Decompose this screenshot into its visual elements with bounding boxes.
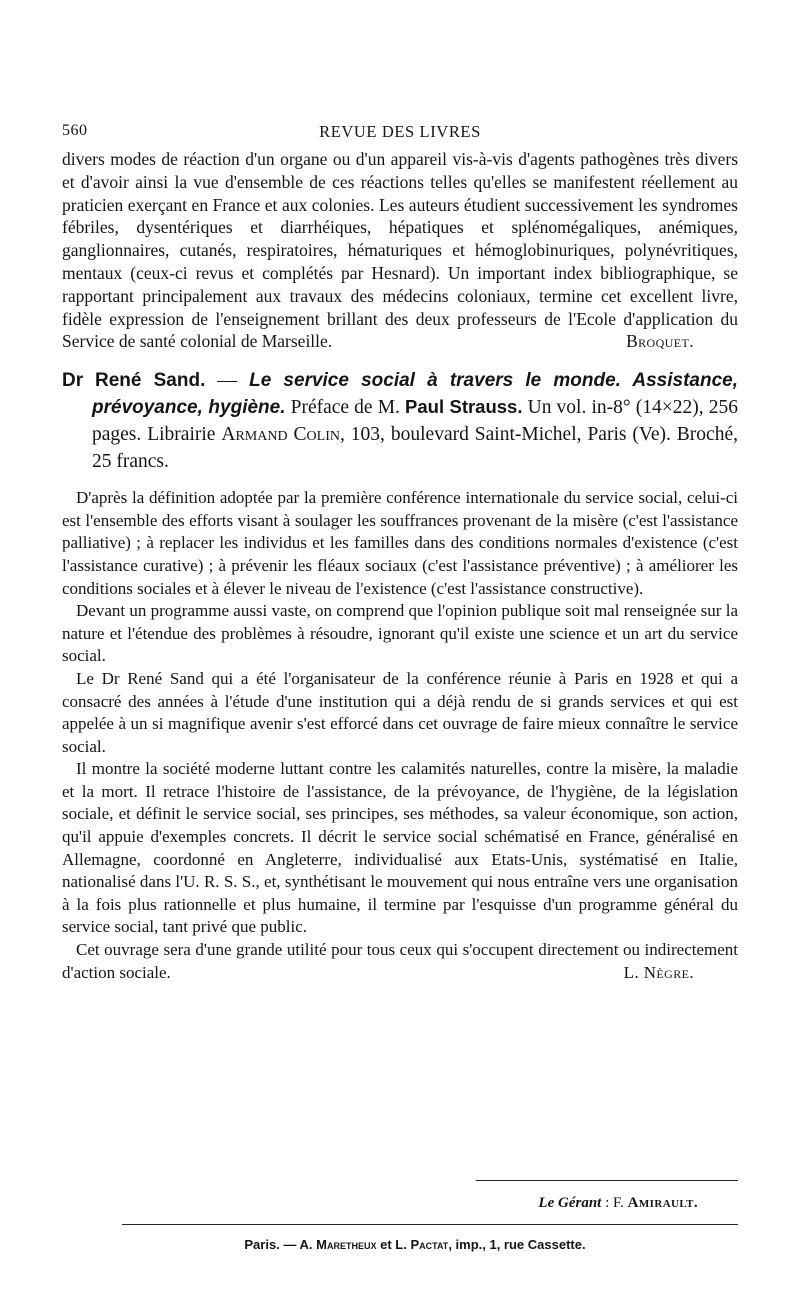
colophon-rule-top xyxy=(476,1180,738,1181)
author-name: René Sand. xyxy=(95,370,206,392)
preface-text: Préface de M. xyxy=(285,397,406,419)
journal-title: REVUE DES LIVRES xyxy=(319,122,481,141)
previous-review-text xyxy=(62,148,738,353)
book-details: Un vol. in-8° (14×22), 256 pages. Librairie xyxy=(92,397,739,446)
colophon-rule-bottom xyxy=(122,1224,738,1225)
gerant-line xyxy=(62,1195,738,1212)
review-heading xyxy=(62,367,738,475)
imprint-printer-1: Maretheux xyxy=(316,1237,377,1252)
review-paragraph xyxy=(62,939,738,984)
gerant-name: Amirault. xyxy=(627,1195,698,1211)
running-head xyxy=(62,118,738,148)
page xyxy=(62,118,738,984)
gerant-separator: : F. xyxy=(601,1195,628,1211)
review-paragraph-last: Cet ouvrage sera d'une grande utilité pour tous ceux qui s'occupent directement ou indirectement d'action sociale. xyxy=(62,940,738,982)
review-body xyxy=(62,487,738,984)
gerant-label: Le Gérant xyxy=(538,1195,602,1211)
previous-review xyxy=(62,148,738,353)
imprint-middle: et L. xyxy=(376,1237,411,1252)
review-paragraph: Le Dr René Sand qui a été l'organisateur de la conférence réunie à Paris en 1928 et qui a consacré des années à l'étude d'une institution qui a déjà rendu de si grands services et qui est appelée à un si magnifique avenir s'est efforcé dans cet ouvrage de faire mieux connaître le service social. xyxy=(62,668,738,756)
imprint-printer-2: Pactat xyxy=(410,1237,449,1252)
review-signature: L. Nègre. xyxy=(623,962,694,982)
book-title: Le service social à travers le monde. Assistance, prévoyance, hygiène. xyxy=(92,370,738,419)
publisher-address: , 103, boulevard Saint-Michel, Paris (Ve). Broché, 25 francs. xyxy=(92,424,738,473)
colophon xyxy=(62,1180,738,1252)
imprint-prefix: Paris. — A. xyxy=(244,1237,317,1252)
review-paragraph: Il montre la société moderne luttant contre les calamités naturelles, contre la misère, la maladie et la mort. Il retrace l'histoire de l'assistance, de la prévoyance, de l'hygiène, de la législation sociale, et définit le service social, ses principes, ses méthodes, sa valeur économique, son action, qu'il appuie d'exemples concrets. Il décrit le service social schématisé en France, généralisé en Allemagne, coordonné en Angleterre, individualisé aux Etats-Unis, systématisé en Italie, nationalisé dans l'U. R. S. S., et, synthétisant le mouvement qui nous entraîne vers une organisation à la fois plus rationnelle et plus humaine, il termine par l'esquisse d'un programme général du service social, tant privé que public. xyxy=(62,759,738,937)
publisher-name: Armand Colin xyxy=(221,424,340,446)
heading-dash: — xyxy=(205,369,250,392)
imprint-line xyxy=(62,1237,738,1252)
previous-review-signature: Broquet. xyxy=(626,331,694,352)
previous-review-body: divers modes de réaction d'un organe ou d'un appareil vis-à-vis d'agents pathogènes très divers et d'avoir ainsi la vue d'ensemble de ces réactions telles qu'elles se manifestent réellement au praticien exerçant en France et aux colonies. Les auteurs étudient successivement les syndromes fébriles, dysentériques et diarrhéiques, hépatiques et splénomégaliques, anémiques, ganglionnaires, cutanés, respiratoires, hématuriques et hémoglobinuriques, polynévritiques, mentaux (ceux-ci revus et complétés par Hesnard). Un important index bibliographique, se rapportant principalement aux travaux des médecins coloniaux, termine cet excellent livre, fidèle expression de l'enseignement brillant des deux professeurs de l'Ecole d'application du Service de santé colonial de Marseille. xyxy=(62,149,738,352)
preface-author: Paul Strauss. xyxy=(405,396,523,418)
review-paragraph: Devant un programme aussi vaste, on comprend que l'opinion publique soit mal renseignée sur la nature et l'étendue des problèmes à résoudre, ignorant qu'il existe une science et un art du service social. xyxy=(62,601,738,666)
author-prefix: Dr xyxy=(62,370,84,392)
review-paragraph: D'après la définition adoptée par la première conférence internationale du service social, celui-ci est l'ensemble des efforts visant à soulager les souffrances provenant de la misère (c'est l'assistance palliative) ; à replacer les individus et les familles dans des conditions normales d'existence (c'est l'assistance curative) ; à prévenir les fléaux sociaux (c'est l'assistance préventive) ; à améliorer les conditions sociales et à élever le niveau de l'existence (c'est l'assistance constructive). xyxy=(62,488,738,598)
page-number: 560 xyxy=(62,122,88,139)
review-final-paragraph xyxy=(62,939,738,984)
imprint-suffix: , imp., 1, rue Cassette. xyxy=(448,1237,586,1252)
